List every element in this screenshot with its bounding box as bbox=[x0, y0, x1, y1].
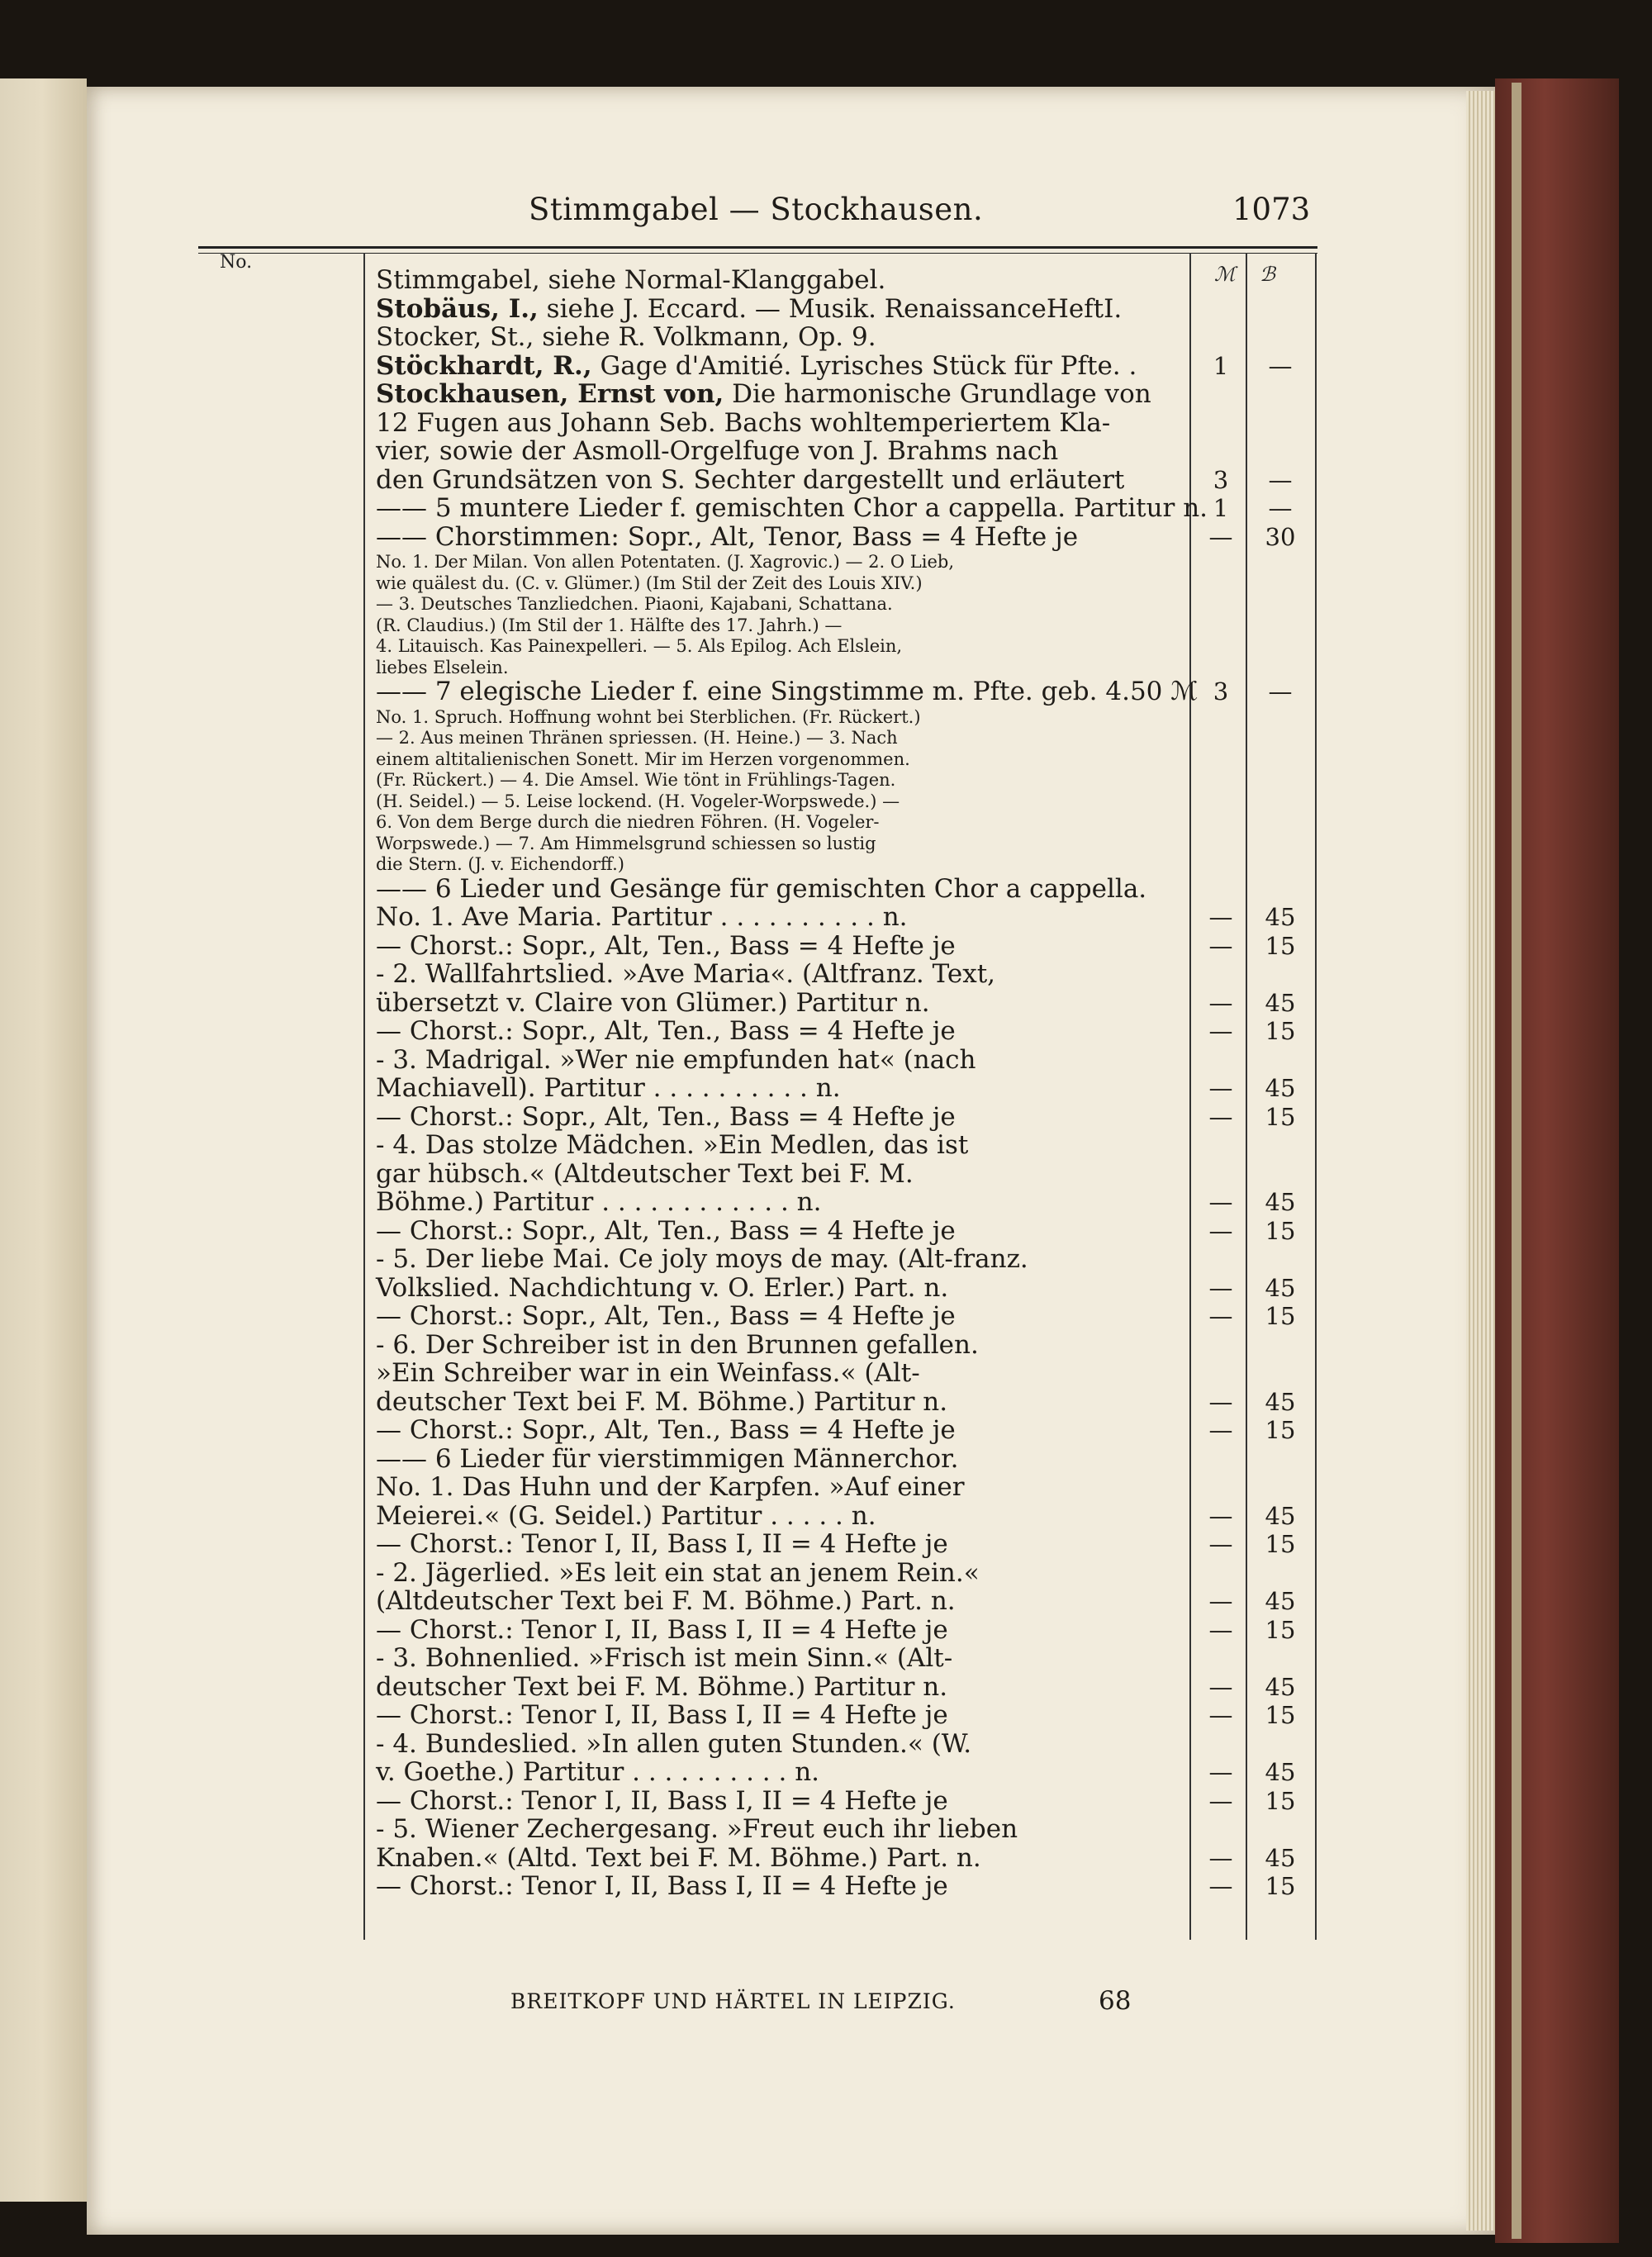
price-mark: — bbox=[1208, 903, 1233, 931]
price-pfennig: 15 bbox=[1265, 1530, 1296, 1558]
price-pfennig: 15 bbox=[1265, 1216, 1296, 1245]
entry-description: 6. Von dem Berge durch die niedren Föhren. (H. Vogeler- bbox=[376, 812, 880, 832]
price-mark: — bbox=[1208, 522, 1233, 551]
entry-description: Meierei.« (G. Seidel.) Partitur . . . . . n. bbox=[376, 1500, 876, 1531]
left-page-edge bbox=[0, 78, 87, 2202]
price-pfennig: 45 bbox=[1265, 988, 1296, 1017]
column-header-mark: ℳ bbox=[1214, 263, 1236, 286]
price-mark: — bbox=[1208, 1074, 1233, 1102]
entry-description: — Chorst.: Tenor I, II, Bass I, II = 4 Hefte je bbox=[376, 1785, 948, 1816]
column-header-pfennig: ℬ bbox=[1260, 263, 1275, 286]
price-pfennig: 45 bbox=[1265, 1074, 1296, 1102]
price-pfennig: 15 bbox=[1265, 1872, 1296, 1900]
price-mark: — bbox=[1208, 1216, 1233, 1245]
entry-description: - 5. Der liebe Mai. Ce joly moys de may. (Alt-franz. bbox=[376, 1244, 1028, 1274]
price-mark: — bbox=[1208, 1387, 1233, 1416]
entry-description: 4. Litauisch. Kas Painexpelleri. — 5. Als Epilog. Ach Elslein, bbox=[376, 636, 903, 656]
entry-description: — Chorst.: Tenor I, II, Bass I, II = 4 Hefte je bbox=[376, 1529, 948, 1559]
entry-description: Stocker, St., siehe R. Volkmann, Op. 9. bbox=[376, 322, 876, 352]
entry-description: - 5. Wiener Zechergesang. »Freut euch ihr lieben bbox=[376, 1814, 1018, 1844]
price-mark: 1 bbox=[1213, 494, 1229, 522]
price-pfennig: 15 bbox=[1265, 1786, 1296, 1815]
entry-description: deutscher Text bei F. M. Böhme.) Partitur n. bbox=[376, 1386, 948, 1417]
price-pfennig: 45 bbox=[1265, 1672, 1296, 1701]
price-mark: — bbox=[1208, 1758, 1233, 1786]
entry-description: — Chorst.: Sopr., Alt, Ten., Bass = 4 Hefte je bbox=[376, 1215, 956, 1246]
price-mark: 3 bbox=[1213, 677, 1229, 706]
price-mark: — bbox=[1208, 1017, 1233, 1045]
entry-description: Stimmgabel, siehe Normal-Klanggabel. bbox=[376, 265, 886, 295]
entry-description: gar hübsch.« (Altdeutscher Text bei F. M. bbox=[376, 1158, 914, 1189]
price-mark: — bbox=[1208, 1416, 1233, 1444]
price-pfennig: 15 bbox=[1265, 1102, 1296, 1131]
price-pfennig: 15 bbox=[1265, 1615, 1296, 1644]
entry-description: — 3. Deutsches Tanzliedchen. Piaoni, Kajabani, Schattana. bbox=[376, 594, 893, 614]
entry-description: einem altitalienischen Sonett. Mir im Herzen vorgenommen. bbox=[376, 748, 910, 769]
price-mark: — bbox=[1208, 1615, 1233, 1644]
entry-description: —— 6 Lieder und Gesänge für gemischten Chor a cappella. bbox=[376, 873, 1147, 904]
entry-description: (R. Claudius.) (Im Stil der 1. Hälfte des 17. Jahrh.) — bbox=[376, 615, 843, 635]
cover-edge bbox=[1512, 83, 1521, 2239]
entry-description: Böhme.) Partitur . . . . . . . . . . . . n. bbox=[376, 1187, 822, 1217]
entry-description: übersetzt v. Claire von Glümer.) Partitur n. bbox=[376, 987, 930, 1018]
entry-description: Volkslied. Nachdichtung v. O. Erler.) Part. n. bbox=[376, 1272, 949, 1303]
price-mark: — bbox=[1208, 1188, 1233, 1216]
price-mark: 3 bbox=[1213, 465, 1229, 494]
header-rule-thin bbox=[198, 253, 1317, 254]
entry-description: No. 1. Ave Maria. Partitur . . . . . . . . . . n. bbox=[376, 902, 908, 932]
entry-description: — Chorst.: Sopr., Alt, Ten., Bass = 4 Hefte je bbox=[376, 1415, 956, 1445]
entry-description: (Altdeutscher Text bei F. M. Böhme.) Part. n. bbox=[376, 1586, 956, 1616]
entry-description: - 6. Der Schreiber ist in den Brunnen gefallen. bbox=[376, 1329, 979, 1360]
signature-number: 68 bbox=[1099, 1986, 1132, 2016]
price-pfennig: 15 bbox=[1265, 1302, 1296, 1330]
entry-description: — Chorst.: Sopr., Alt, Ten., Bass = 4 Hefte je bbox=[376, 1301, 956, 1331]
entry-description: - 3. Madrigal. »Wer nie empfunden hat« (nach bbox=[376, 1044, 976, 1075]
entry-description: — Chorst.: Sopr., Alt, Ten., Bass = 4 Hefte je bbox=[376, 1016, 956, 1046]
price-pfennig: 45 bbox=[1265, 1273, 1296, 1302]
entry-description: - 4. Das stolze Mädchen. »Ein Medlen, das ist bbox=[376, 1130, 969, 1160]
price-pfennig: — bbox=[1268, 465, 1293, 494]
price-pfennig: 45 bbox=[1265, 1501, 1296, 1530]
price-mark: — bbox=[1208, 1872, 1233, 1900]
running-header: Stimmgabel — Stockhausen. bbox=[529, 192, 984, 227]
price-mark: — bbox=[1208, 1501, 1233, 1530]
entry-description: —— 6 Lieder für vierstimmigen Männerchor. bbox=[376, 1443, 959, 1474]
entry-description: liebes Elselein. bbox=[376, 657, 509, 677]
entry-description: (H. Seidel.) — 5. Leise lockend. (H. Vogeler-Worpswede.) — bbox=[376, 791, 900, 811]
column-rule bbox=[1315, 253, 1317, 1940]
entry-description: Stockhausen, Ernst von, Die harmonische Grundlage von bbox=[376, 379, 1151, 409]
entry-description: - 4. Bundeslied. »In allen guten Stunden.« (W. bbox=[376, 1728, 972, 1759]
page-number: 1073 bbox=[1232, 192, 1311, 227]
column-rule bbox=[363, 253, 365, 1940]
entry-description: —— 5 muntere Lieder f. gemischten Chor a cappella. Partitur n. bbox=[376, 493, 1208, 523]
price-pfennig: 15 bbox=[1265, 1416, 1296, 1444]
price-mark: — bbox=[1208, 1273, 1233, 1302]
price-mark: — bbox=[1208, 1302, 1233, 1330]
price-pfennig: 45 bbox=[1265, 1843, 1296, 1872]
price-pfennig: 45 bbox=[1265, 903, 1296, 931]
price-pfennig: 45 bbox=[1265, 1188, 1296, 1216]
entry-description: No. 1. Spruch. Hoffnung wohnt bei Sterblichen. (Fr. Rückert.) bbox=[376, 706, 921, 727]
entry-description: Knaben.« (Altd. Text bei F. M. Böhme.) Part. n. bbox=[376, 1842, 981, 1873]
entry-description: —— Chorstimmen: Sopr., Alt, Tenor, Bass = 4 Hefte je bbox=[376, 521, 1079, 552]
price-mark: — bbox=[1208, 1672, 1233, 1701]
entry-description: (Fr. Rückert.) — 4. Die Amsel. Wie tönt in Frühlings-Tagen. bbox=[376, 770, 896, 790]
entry-description: die Stern. (J. v. Eichendorff.) bbox=[376, 854, 624, 874]
entry-description: - 2. Jägerlied. »Es leit ein stat an jenem Rein.« bbox=[376, 1557, 980, 1588]
entry-description: Stöckhardt, R., Gage d'Amitié. Lyrisches Stück für Pfte. . bbox=[376, 350, 1137, 381]
entry-description: wie quälest du. (C. v. Glümer.) (Im Stil der Zeit des Louis XIV.) bbox=[376, 573, 923, 593]
entry-description: No. 1. Der Milan. Von allen Potentaten. (J. Xagrovic.) — 2. O Lieb, bbox=[376, 552, 954, 572]
entry-description: deutscher Text bei F. M. Böhme.) Partitur n. bbox=[376, 1671, 948, 1702]
entry-description: No. 1. Das Huhn und der Karpfen. »Auf einer bbox=[376, 1472, 965, 1502]
price-pfennig: — bbox=[1268, 677, 1293, 706]
entry-description: - 2. Wallfahrtslied. »Ave Maria«. (Altfranz. Text, bbox=[376, 959, 996, 989]
entry-description: v. Goethe.) Partitur . . . . . . . . . . n. bbox=[376, 1757, 820, 1787]
price-mark: — bbox=[1208, 1587, 1233, 1615]
entry-description: 12 Fugen aus Johann Seb. Bachs wohltemperiertem Kla- bbox=[376, 407, 1111, 438]
price-mark: 1 bbox=[1213, 351, 1229, 380]
entry-description: Worpswede.) — 7. Am Himmelsgrund schiessen so lustig bbox=[376, 833, 876, 853]
price-pfennig: 30 bbox=[1265, 522, 1296, 551]
price-mark: — bbox=[1208, 1530, 1233, 1558]
entry-description: — 2. Aus meinen Thränen spriessen. (H. Heine.) — 3. Nach bbox=[376, 728, 898, 748]
entry-description: — Chorst.: Tenor I, II, Bass I, II = 4 Hefte je bbox=[376, 1871, 948, 1901]
price-pfennig: 45 bbox=[1265, 1587, 1296, 1615]
header-rule bbox=[198, 246, 1317, 249]
price-pfennig: 45 bbox=[1265, 1758, 1296, 1786]
price-mark: — bbox=[1208, 1701, 1233, 1729]
entry-description: — Chorst.: Tenor I, II, Bass I, II = 4 Hefte je bbox=[376, 1700, 948, 1730]
entry-description: — Chorst.: Sopr., Alt, Ten., Bass = 4 Hefte je bbox=[376, 1101, 956, 1132]
entry-description: —— 7 elegische Lieder f. eine Singstimme m. Pfte. geb. 4.50 ℳ bbox=[376, 677, 1199, 706]
entry-description: den Grundsätzen von S. Sechter dargestellt und erläutert bbox=[376, 464, 1125, 495]
price-pfennig: 15 bbox=[1265, 931, 1296, 960]
price-pfennig: 15 bbox=[1265, 1017, 1296, 1045]
entry-description: — Chorst.: Sopr., Alt, Ten., Bass = 4 Hefte je bbox=[376, 930, 956, 961]
entry-description: Machiavell). Partitur . . . . . . . . . . n. bbox=[376, 1073, 841, 1103]
entry-description: vier, sowie der Asmoll-Orgelfuge von J. Brahms nach bbox=[376, 436, 1059, 466]
column-header-no: No. bbox=[220, 252, 253, 273]
entry-description: - 3. Bohnenlied. »Frisch ist mein Sinn.« (Alt- bbox=[376, 1643, 953, 1673]
price-pfennig: — bbox=[1268, 494, 1293, 522]
entry-description: »Ein Schreiber war in ein Weinfass.« (Alt- bbox=[376, 1358, 920, 1388]
price-pfennig: — bbox=[1268, 351, 1293, 380]
price-pfennig: 15 bbox=[1265, 1701, 1296, 1729]
price-pfennig: 45 bbox=[1265, 1387, 1296, 1416]
entry-description: Stobäus, I., siehe J. Eccard. — Musik. RenaissanceHeftI. bbox=[376, 293, 1123, 324]
price-mark: — bbox=[1208, 988, 1233, 1017]
price-mark: — bbox=[1208, 1786, 1233, 1815]
price-mark: — bbox=[1208, 1102, 1233, 1131]
price-mark: — bbox=[1208, 931, 1233, 960]
publisher-footer: BREITKOPF UND HÄRTEL IN LEIPZIG. bbox=[510, 1989, 956, 2013]
price-mark: — bbox=[1208, 1843, 1233, 1872]
entry-description: — Chorst.: Tenor I, II, Bass I, II = 4 Hefte je bbox=[376, 1614, 948, 1645]
